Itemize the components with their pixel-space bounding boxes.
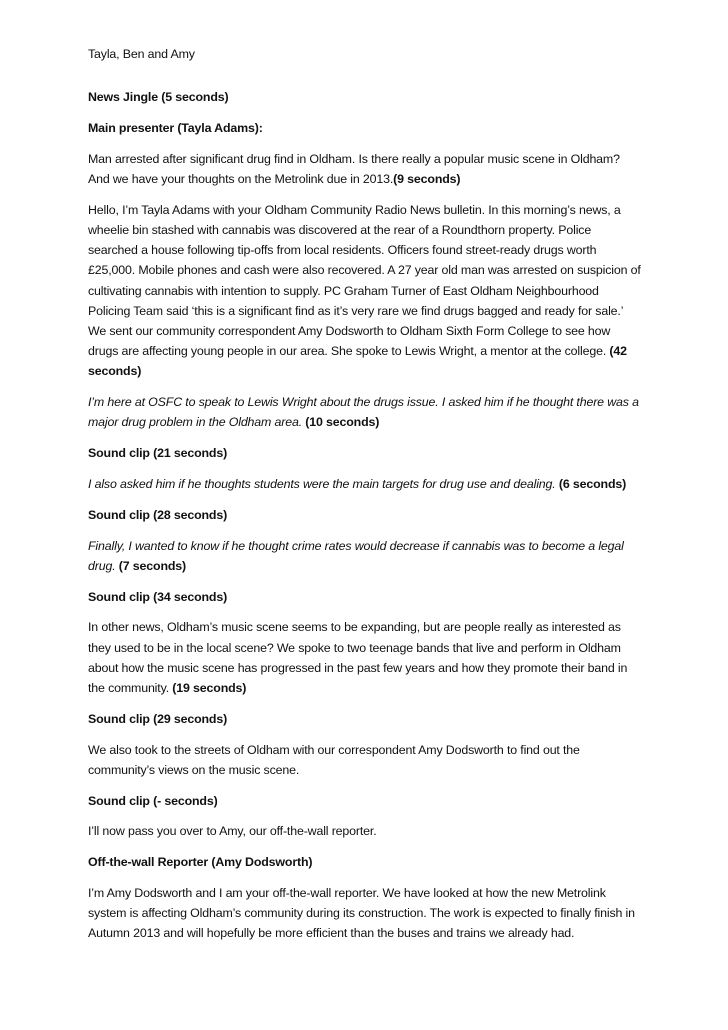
- question-3-time: (7 seconds): [115, 558, 186, 573]
- music-paragraph: [88, 617, 642, 698]
- page-header: Tayla, Ben and Amy: [88, 47, 195, 61]
- main-presenter-heading: Main presenter (Tayla Adams):: [88, 121, 263, 135]
- headlines-text: Man arrested after significant drug find in Oldham. Is there really a popular music scene in Oldham? And we have your thoughts on the Metrolink due in 2013.: [88, 151, 620, 186]
- question-3-text: Finally, I wanted to know if he thought crime rates would decrease if cannabis was to become a legal drug.: [88, 538, 624, 573]
- sound-clip-3: Sound clip (34 seconds): [88, 589, 228, 604]
- off-the-wall-heading: Off-the-wall Reporter (Amy Dodsworth): [88, 855, 313, 870]
- pass-over-paragraph: I’ll now pass you over to Amy, our off-the-wall reporter.: [88, 824, 377, 839]
- headlines-paragraph: [88, 149, 642, 189]
- sound-clip-2: Sound clip (28 seconds): [88, 507, 228, 522]
- sound-clip-4: Sound clip (29 seconds): [88, 711, 228, 726]
- off-the-wall-paragraph: I’m Amy Dodsworth and I am your off-the-wall reporter. We have looked at how the new Metrolink system is affecting Oldham’s community during its construction. The work is expected to finally finish in Autumn 2013 and will hopefully be more efficient than the buses and trains we already had.: [88, 886, 635, 941]
- question-1-text: I’m here at OSFC to speak to Lewis Wright about the drugs issue. I asked him if he thought there was a major drug problem in the Oldham area.: [88, 395, 639, 430]
- intro-text: Hello, I’m Tayla Adams with your Oldham Community Radio News bulletin. In this morning’s news, a wheelie bin stashed with cannabis was discovered at the rear of a Roundthorn property. Police searched a house following tip-offs from local residents. Officers found street-ready drugs worth £25,000. Mobile phones and cash were also recovered. A 27 year old man was arrested on suspicion of cultivating cannabis with intention to supply. PC Graham Turner of East Oldham Neighbourhood Policing Team said ‘this is a significant find as it’s very rare we find drugs bagged and ready for sale.’ We sent our community correspondent Amy Dodsworth to Oldham Sixth Form College to see how drugs are affecting young people in our area. She spoke to Lewis Wright, a mentor at the college.: [88, 202, 641, 359]
- music-time: (19 seconds): [172, 681, 247, 696]
- question-1-paragraph: [88, 392, 642, 432]
- music-text: In other news, Oldham’s music scene seems to be expanding, but are people really as interested as they used to be in the local scene? We spoke to two teenage bands that live and perform in Oldham about how the music scene has progressed in the past few years and how they promote their band in the community.: [88, 620, 628, 696]
- sound-clip-1: Sound clip (21 seconds): [88, 446, 228, 461]
- intro-time: (42 seconds): [88, 344, 627, 379]
- headlines-time: (9 seconds): [393, 172, 461, 186]
- question-1-time: (10 seconds): [302, 415, 380, 430]
- intro-paragraph: [88, 200, 642, 382]
- news-jingle-heading: News Jingle (5 seconds): [88, 90, 229, 105]
- sound-clip-5: Sound clip (- seconds): [88, 793, 218, 808]
- question-2-paragraph: [88, 474, 642, 494]
- streets-paragraph: We also took to the streets of Oldham with our correspondent Amy Dodsworth to find out the community’s views on the music scene.: [88, 742, 580, 777]
- question-2-text: I also asked him if he thoughts students were the main targets for drug use and dealing.: [88, 477, 556, 492]
- question-2-time: (6 seconds): [555, 477, 627, 492]
- question-3-paragraph: [88, 536, 642, 576]
